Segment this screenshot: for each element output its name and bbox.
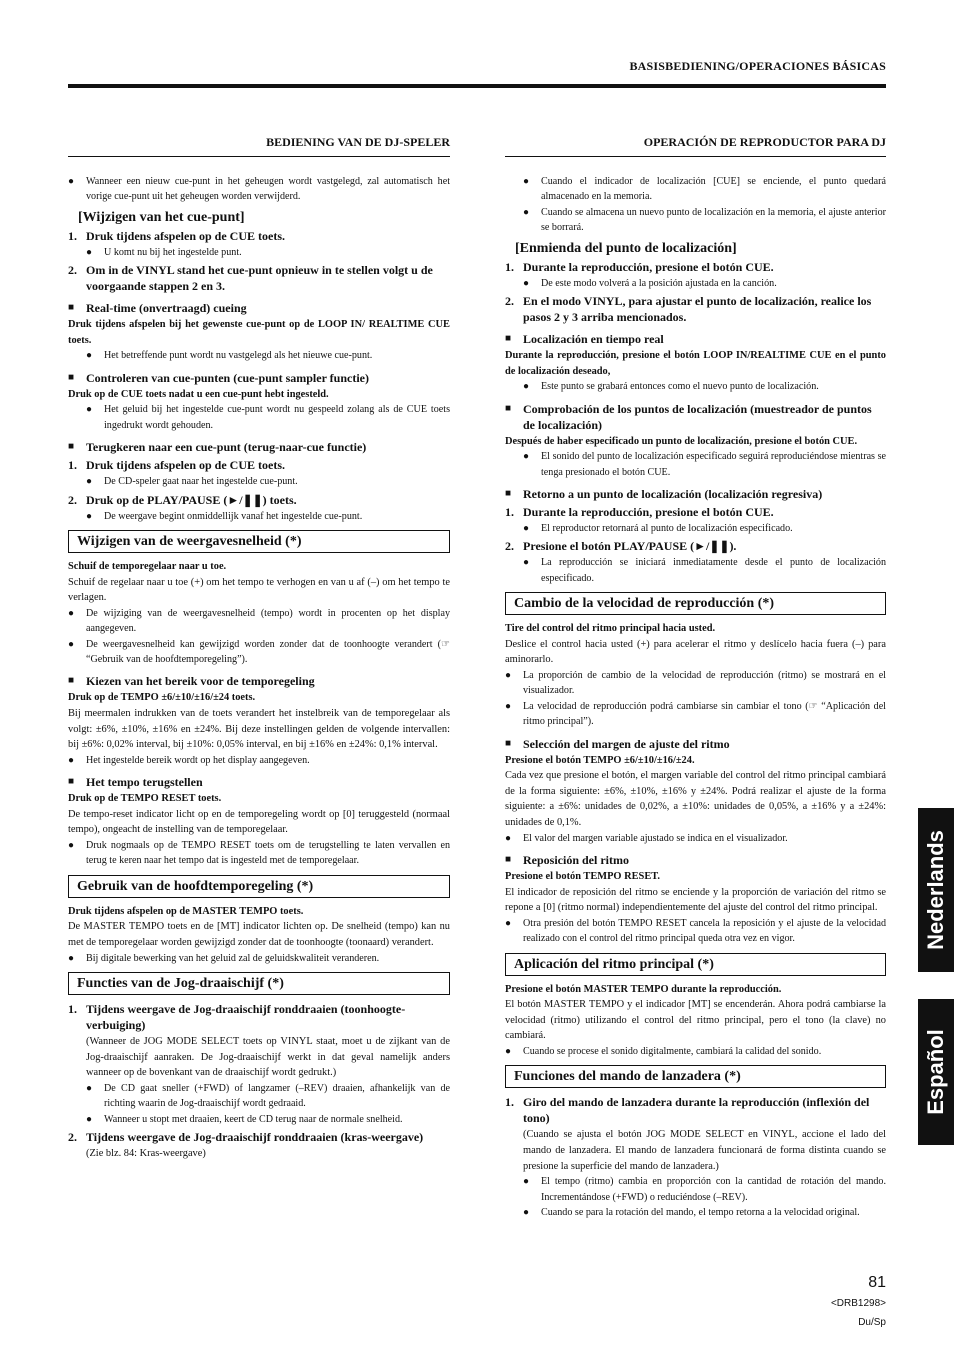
right-bullet: ● La proporción de cambio de la velocidad de reproducción (ritmo) se mostrará en el visualizador. (505, 668, 886, 699)
right-step: 1. Giro del mando de lanzadera durante la reproducción (inflexión del tono) (505, 1095, 870, 1126)
right-step: 2. Presione el botón PLAY/PAUSE (►/❚❚). (505, 539, 737, 554)
left-step: 2. Druk op de PLAY/PAUSE (►/❚❚) toets. (68, 492, 297, 507)
right-subheading: [Enmienda del punto de localización] (515, 240, 737, 256)
left-step: 2. Om in de VINYL stand het cue-punt opnieuw in te stellen volgt u de voorgaande stappen 2 en 3. (68, 263, 433, 294)
left-bullet: ● Wanneer een nieuw cue-punt in het geheugen wordt vastgelegd, zal automatisch het vorige cue-punt uit het geheugen worden verwijderd. (68, 174, 450, 205)
left-instruction: Schuif de temporegelaar naar u toe. (68, 561, 227, 573)
right-bullet: ● El valor del margen variable ajustado se indica en el visualizador. (505, 831, 886, 846)
right-bullet: ● De este modo volverá a la posición ajustada en la canción. (505, 276, 886, 291)
left-bullet: ● De CD gaat sneller (+FWD) of langzamer (–REV) draaien, afhankelijk van de richting waarin de Jog-draaischijf wordt gedraaid. (68, 1081, 450, 1112)
right-boxed-heading: Aplicación del ritmo principal (*) (505, 953, 886, 976)
left-bullet: ● Wanneer u stopt met draaien, keert de CD terug naar de normale snelheid. (68, 1112, 450, 1127)
left-bullet: ● De CD-speler gaat naar het ingestelde cue-punt. (68, 474, 450, 489)
right-square-heading: ■ Comprobación de los puntos de localización (muestreador de puntos de localización) (505, 401, 886, 433)
right-bullet: ● La reproducción se iniciará inmediatamente desde el punto de localización especificado. (505, 555, 886, 586)
right-bullet: ● Otra presión del botón TEMPO RESET cancela la reposición y el ajuste de la velocidad realizado con el control del ritmo principal queda otra vez en vigor. (505, 916, 886, 947)
right-bullet: ● El sonido del punto de localización especificado seguirá reproduciéndose mientras se tenga presionado el botón CUE. (505, 449, 886, 480)
left-paragraph: (Wanneer de JOG MODE SELECT toets op VINYL staat, moet u de zijkant van de Jog-draaischijf aanraken. De Jog-draaischijf werkt in dat geval namelijk anders wanneer op de bovenkant van de draaischijf wordt gedrukt.) (86, 1036, 450, 1079)
right-paragraph: El botón MASTER TEMPO y el indicador [MT] se encenderán. Ahora podrá cambiarse la velocidad (ritmo) utilizando el control del ritmo principal, pero el tono (la clave) no cambiará. (505, 999, 886, 1042)
right-bullet: ● El tempo (ritmo) cambia en proporción con la cantidad de rotación del mando. Incrementándose (+FWD) o reduciéndose (–REV). (505, 1174, 886, 1205)
left-instruction: Druk op de TEMPO ±6/±10/±16/±24 toets. (68, 692, 256, 704)
left-boxed-heading: Functies van de Jog-draaischijf (*) (68, 972, 450, 995)
right-bullet: ● Cuando se almacena un nuevo punto de localización en la memoria, el ajuste anterior se borrará. (505, 205, 886, 236)
side-tab-nederlands: Nederlands (918, 808, 954, 972)
left-bullet: ● U komt nu bij het ingestelde punt. (68, 245, 450, 260)
right-boxed-heading: Cambio de la velocidad de reproducción (*) (505, 592, 886, 615)
right-square-heading: ■ Reposición del ritmo (505, 852, 886, 868)
right-bullet: ● La velocidad de reproducción podrá cambiarse sin cambiar el tono (☞ “Aplicación del ritmo principal”). (505, 699, 886, 730)
header-rule (68, 84, 886, 88)
left-square-heading: ■ Het tempo terugstellen (68, 774, 450, 790)
left-bullet: ● Het ingestelde bereik wordt op het display aangegeven. (68, 753, 450, 768)
right-step: 1. Durante la reproducción, presione el botón CUE. (505, 505, 774, 520)
left-paragraph: (Zie blz. 84: Kras-weergave) (86, 1148, 206, 1159)
left-paragraph: De MASTER TEMPO toets en de [MT] indicator lichten op. De snelheid (tempo) kan nu met de temporegelaar worden gewijzigd zonder dat de toonhoogte (toonaard) verandert. (68, 921, 450, 948)
left-paragraph: Bij meermalen indrukken van de toets verandert het instelbreik van de temporegelaar als volgt: ±6%, ±10%, ±16% en ±24%. Bij deze instellingen gelden de volgende intervallen: bij ±6%: 0,02% interval, bij ±10%: 0,05% interval, en bij ±16% en ±24%: 0,1% interval. (68, 708, 450, 751)
left-square-heading: ■ Kiezen van het bereik voor de temporegeling (68, 673, 450, 689)
left-bullet: ● De weergave begint onmiddellijk vanaf het ingestelde cue-punt. (68, 509, 450, 524)
right-step: 1. Durante la reproducción, presione el botón CUE. (505, 259, 774, 274)
right-boxed-heading: Funciones del mando de lanzadera (*) (505, 1065, 886, 1088)
right-bullet: ● Este punto se grabará entonces como el nuevo punto de localización. (505, 379, 886, 394)
right-bullet: ● Cuando el indicador de localización [CUE] se enciende, el punto quedará almacenado en la memoria. (505, 174, 886, 205)
left-step: 1. Druk tijdens afspelen op de CUE toets. (68, 458, 286, 473)
left-instruction: Druk op de CUE toets nadat u een cue-punt hebt ingesteld. (68, 388, 329, 400)
document-code: <DRB1298> (830, 1298, 886, 1309)
left-instruction: Druk tijdens afspelen op de MASTER TEMPO toets. (68, 905, 304, 917)
left-square-heading: ■ Terugkeren naar een cue-punt (terug-naar-cue functie) (68, 439, 450, 455)
left-bullet: ● Het geluid bij het ingestelde cue-punt wordt nu gespeeld zolang als de CUE toets ingedrukt wordt gehouden. (68, 402, 450, 433)
left-square-heading: ■ Controleren van cue-punten (cue-punt sampler functie) (68, 370, 450, 386)
right-bullet: ● Cuando se procese el sonido digitalmente, cambiará la calidad del sonido. (505, 1044, 886, 1059)
left-instruction: Druk op de TEMPO RESET toets. (68, 793, 222, 805)
right-step: 2. En el modo VINYL, para ajustar el punto de localización, realice los pasos 2 y 3 arriba mencionados. (505, 294, 872, 325)
running-header: BASISBEDIENING/OPERACIONES BÁSICAS (629, 59, 886, 73)
left-bullet: ● De weergavesnelheid kan gewijzigd worden zonder dat de toonhoogte verandert (☞ “Gebruik van de hoofdtemporegeling”). (68, 637, 450, 668)
right-bullet: ● El reproductor retornará al punto de localización especificado. (505, 521, 886, 536)
left-boxed-heading: Gebruik van de hoofdtemporegeling (*) (68, 875, 450, 898)
right-paragraph: Cada vez que presione el botón, el margen variable del control del ritmo principal cambiará de la forma siguiente: ±6%, ±10%, ±16% y ±24%. Podrá realizar el ajuste de la forma siguiente: a ±6%: unidades de 0,02%, a ±10%: unidades de 0,05%, a ±16% y a ±24%: unidades de 0,1%. (505, 770, 886, 829)
left-bullet: ● Bij digitale bewerking van het geluid zal de geluidskwaliteit veranderen. (68, 951, 450, 966)
left-subheading: [Wijzigen van het cue-punt] (78, 209, 245, 225)
left-square-heading: ■ Real-time (onvertraagd) cueing (68, 300, 450, 316)
right-square-heading: ■ Retorno a un punto de localización (localización regresiva) (505, 486, 886, 502)
language-code: Du/Sp (858, 1317, 886, 1328)
left-paragraph: De tempo-reset indicator licht op en de temporegeling wordt op [0] teruggesteld (normaal tempo), ongeacht de instelling van de temporegelaar. (68, 808, 450, 836)
left-step: 2. Tijdens weergave de Jog-draaischijf ronddraaien (kras-weergave) (68, 1130, 424, 1144)
right-square-heading: ■ Localización en tiempo real (505, 331, 886, 347)
right-instruction: Después de haber especificado un punto de localización, presione el botón CUE. (505, 435, 858, 447)
left-bullet: ● De wijziging van de weergavesnelheid (tempo) wordt in procenten op het display aangegeven. (68, 606, 450, 637)
right-square-heading: ■ Selección del margen de ajuste del ritmo (505, 736, 886, 752)
right-instruction: Presione el botón TEMPO ±6/±10/±16/±24. (505, 754, 695, 766)
right-instruction: Tire del control del ritmo principal hacia usted. (505, 623, 716, 635)
side-tab-espanol: Español (918, 999, 954, 1145)
left-paragraph: Schuif de regelaar naar u toe (+) om het tempo te verhogen en van u af (–) om het tempo te verlagen. (68, 576, 450, 604)
right-paragraph: Deslice el control hacia usted (+) para acelerar el ritmo y deslícelo hacia fuera (–) para aminorarlo. (505, 638, 886, 666)
page-number: 81 (868, 1274, 886, 1291)
left-instruction: Druk tijdens afspelen bij het gewenste cue-punt op de LOOP IN/ REALTIME CUE toets. (68, 319, 450, 346)
left-bullet: ● Het betreffende punt wordt nu vastgelegd als het nieuwe cue-punt. (68, 348, 450, 363)
right-bullet: ● Cuando se para la rotación del mando, el tempo retorna a la velocidad original. (505, 1205, 886, 1220)
right-instruction: Presione el botón MASTER TEMPO durante la reproducción. (505, 983, 782, 995)
left-column (68, 135, 450, 1162)
left-bullet: ● Druk nogmaals op de TEMPO RESET toets om de terugstelling te laten vervallen en terug te keren naar het tempo dat is ingesteld met de temporegelaar. (68, 838, 450, 869)
right-column (505, 135, 886, 1220)
right-instruction: Presione el botón TEMPO RESET. (505, 871, 661, 883)
right-section-title: OPERACIÓN DE REPRODUCTOR PARA DJ (505, 135, 886, 157)
right-paragraph: El indicador de reposición del ritmo se enciende y la proporción de variación del ritmo se repone a [0] (ritmo normal) independientemente del ajuste del control del ritmo principal. (505, 886, 886, 914)
left-step: 1. Druk tijdens afspelen op de CUE toets. (68, 228, 286, 243)
right-instruction: Durante la reproducción, presione el botón LOOP IN/REALTIME CUE en el punto de localización deseado, (505, 350, 886, 377)
left-boxed-heading: Wijzigen van de weergavesnelheid (*) (68, 530, 450, 553)
right-paragraph: (Cuando se ajusta el botón JOG MODE SELECT en VINYL, accione el lado del mando de lanzadera. El mando de lanzadera funcionará de forma distinta cuando se presione la superficie del mando de lanzadera.) (523, 1129, 886, 1172)
left-step: 1. Tijdens weergave de Jog-draaischijf ronddraaien (toonhoogte-verbuiging) (68, 1002, 406, 1032)
left-section-title: BEDIENING VAN DE DJ-SPELER (68, 135, 450, 157)
